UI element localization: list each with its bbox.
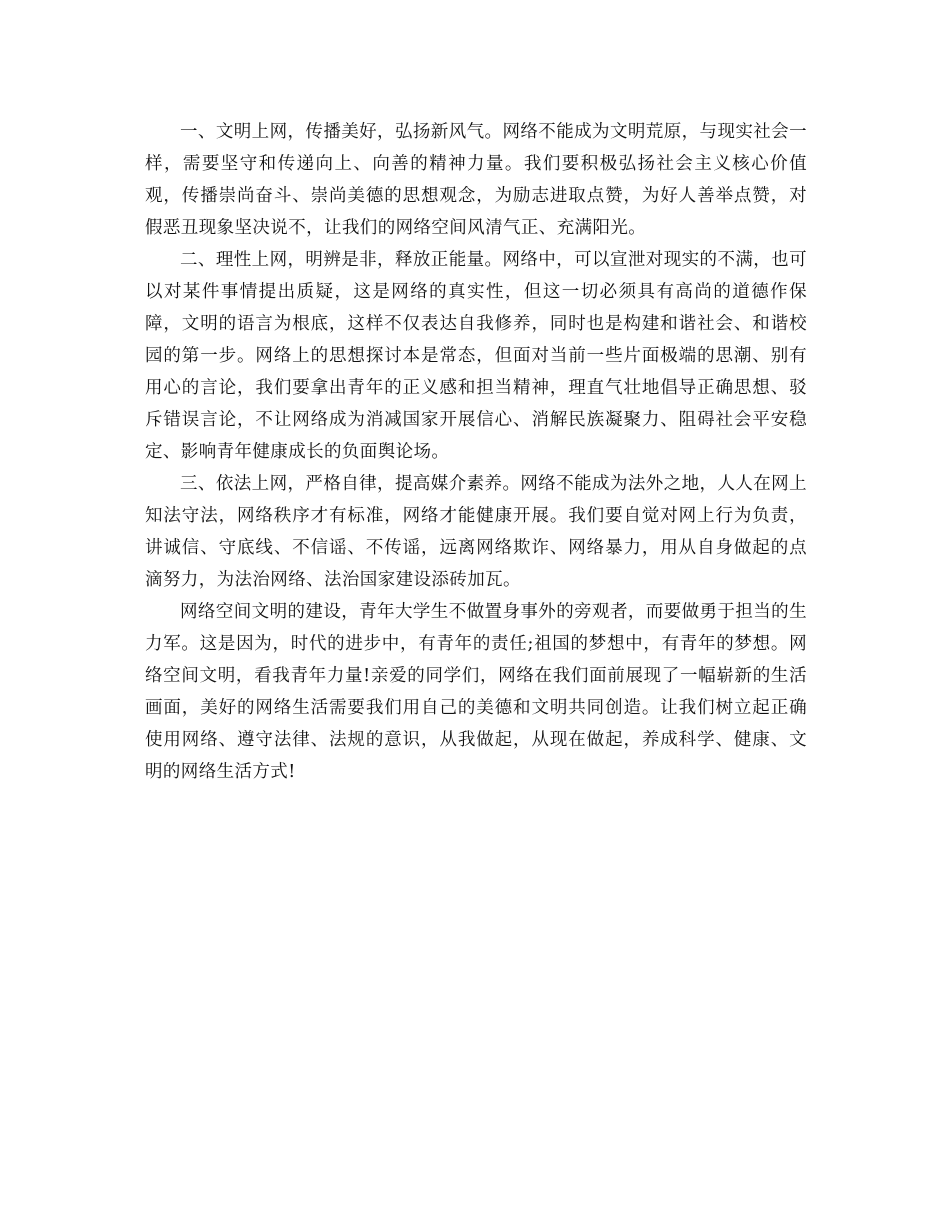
paragraph-rational-online: 二、理性上网，明辨是非，释放正能量。网络中，可以宣泄对现实的不满，也可以对某件事情提出质疑，这是网络的真实性，但这一切必须具有高尚的道德作保障，文明的语言为根底，这样不仅表达自我修养，同时也是构建和谐社会、和谐校园的第一步。网络上的思想探讨本是常态，但面对当前一些片面极端的思潮、别有用心的言论，我们要拿出青年的正义感和担当精神，理直气壮地倡导正确思想、驳斥错误言论，不让网络成为消减国家开展信心、消解民族凝聚力、阻碍社会平安稳定、影响青年健康成长的负面舆论场。 — [145, 250, 807, 462]
paragraph-civilized-online: 一、文明上网，传播美好，弘扬新风气。网络不能成为文明荒原，与现实社会一样，需要坚守和传递向上、向善的精神力量。我们要积极弘扬社会主义核心价值观，传播崇尚奋斗、崇尚美德的思想观念，为励志进取点赞，为好人善举点赞，对假恶丑现象坚决说不，让我们的网络空间风清气正、充满阳光。 — [145, 122, 807, 238]
paragraph-conclusion: 网络空间文明的建设，青年大学生不做置身事外的旁观者，而要做勇于担当的生力军。这是因为，时代的进步中，有青年的责任;祖国的梦想中，有青年的梦想。网络空间文明，看我青年力量!亲爱的同学们，网络在我们面前展现了一幅崭新的生活画面，美好的网络生活需要我们用自己的美德和文明共同创造。让我们树立起正确使用网络、遵守法律、法规的意识，从我做起，从现在做起，养成科学、健康、文明的网络生活方式! — [145, 602, 807, 782]
document-body — [145, 116, 807, 788]
paragraph-lawful-online: 三、依法上网，严格自律，提高媒介素养。网络不能成为法外之地，人人在网上知法守法，网络秩序才有标准，网络才能健康开展。我们要自觉对网上行为负责，讲诚信、守底线、不信谣、不传谣，远离网络欺诈、网络暴力，用从自身做起的点滴努力，为法治网络、法治国家建设添砖加瓦。 — [145, 474, 807, 590]
